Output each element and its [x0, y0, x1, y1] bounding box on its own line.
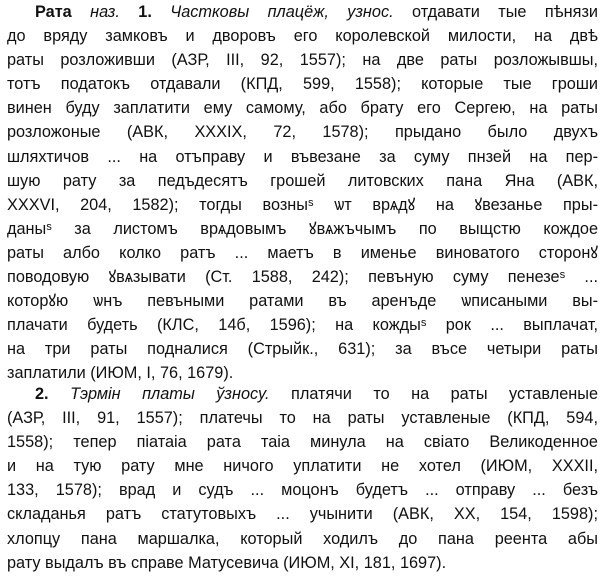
text-line: которꙋю ѡнъ певъными ратами въ аренъде ѡписаными вы- [7, 292, 598, 311]
text-line: 1558); тепер піатаіа рата таіа минула на свіато Великоденное [7, 433, 598, 452]
text-line: шляхтичов ... на отъправу и въвезане за суму пнзей на пер- [7, 147, 598, 166]
headword: Рата [35, 3, 72, 21]
text-line: винен буду заплатити ему самому, або брату его Сергею, на раты [7, 99, 598, 118]
text-line: заплатили (ИЮМ, I, 76, 1679). [7, 364, 234, 383]
text-line: поводовую ꙋвѧзывати (Ст. 1588, 242); певъную суму пенезеˢ ... [7, 268, 598, 287]
entry-sense-2 [7, 382, 598, 575]
text-line: раты албо колко ратъ ... маетъ в именье виноватого сторонꙋ [7, 243, 598, 262]
text-line: шую рату за педъдесятъ грошей литовских пана Яна (АВК, [7, 171, 598, 190]
text-line: розложоные (АВК, XXXIX, 72, 1578); прыдано было двухъ [7, 123, 598, 142]
text-line: XXXVI, 204, 1582); тогды возныˢ ѡт врѧдꙋ на ꙋвезанье пры- [7, 195, 598, 214]
sense-definition: Частковы плацёж, узнос. [170, 3, 394, 21]
text-line: плачати будеть (КЛС, 14б, 1596); на кождыˢ рок ... выплачат, [7, 316, 598, 335]
text-line: 133, 1578); врад и судъ ... моцонъ будетъ ... отправу ... безъ [7, 481, 598, 500]
sense-number: 1. [138, 3, 152, 21]
entry-sense-1 [7, 0, 598, 386]
sense-definition: Тэрмін платы ўзносу. [70, 385, 270, 403]
text-line: (АЗР, III, 91, 1557); платечы то на раты уставленые (КПД, 594, [7, 409, 598, 428]
text-line: хлопцу пана маршалка, который ходилъ до пана реента абы [7, 529, 598, 548]
text-line: складанья ратъ статутовыхъ ... учынити (АВК, XX, 154, 1598); [7, 505, 598, 524]
text-line: отдавати тые пѣнязи [412, 3, 598, 21]
part-of-speech: наз. [90, 3, 120, 21]
text-line: тотъ податокъ отдавали (КПД, 599, 1558); которые тые гроши [7, 75, 598, 94]
text-line: до вряду замковъ и дворовъ его королевской милости, на двѣ [7, 27, 598, 46]
text-line: на три раты подналися (Стрыйк., 631); за въсе четыри раты [7, 340, 598, 359]
text-line: и на тую рату мне ничого уплатити не хотел (ИЮМ, XXXII, [7, 457, 598, 476]
text-line: раты розложивши (АЗР, III, 92, 1557); на две раты розложывшы, [7, 51, 598, 70]
text-line: платячи то на раты уставленые [291, 385, 598, 403]
text-line: даныˢ за листомъ врѧдовымъ ꙋвѧжъчымъ по выщстю кождое [7, 219, 598, 238]
text-line: рату выдалъ въ справе Матусевича (ИЮМ, XI, 181, 1697). [7, 553, 447, 572]
entry-first-line [7, 0, 598, 24]
sense-number: 2. [35, 385, 49, 403]
sense-2-first-line [7, 382, 598, 406]
